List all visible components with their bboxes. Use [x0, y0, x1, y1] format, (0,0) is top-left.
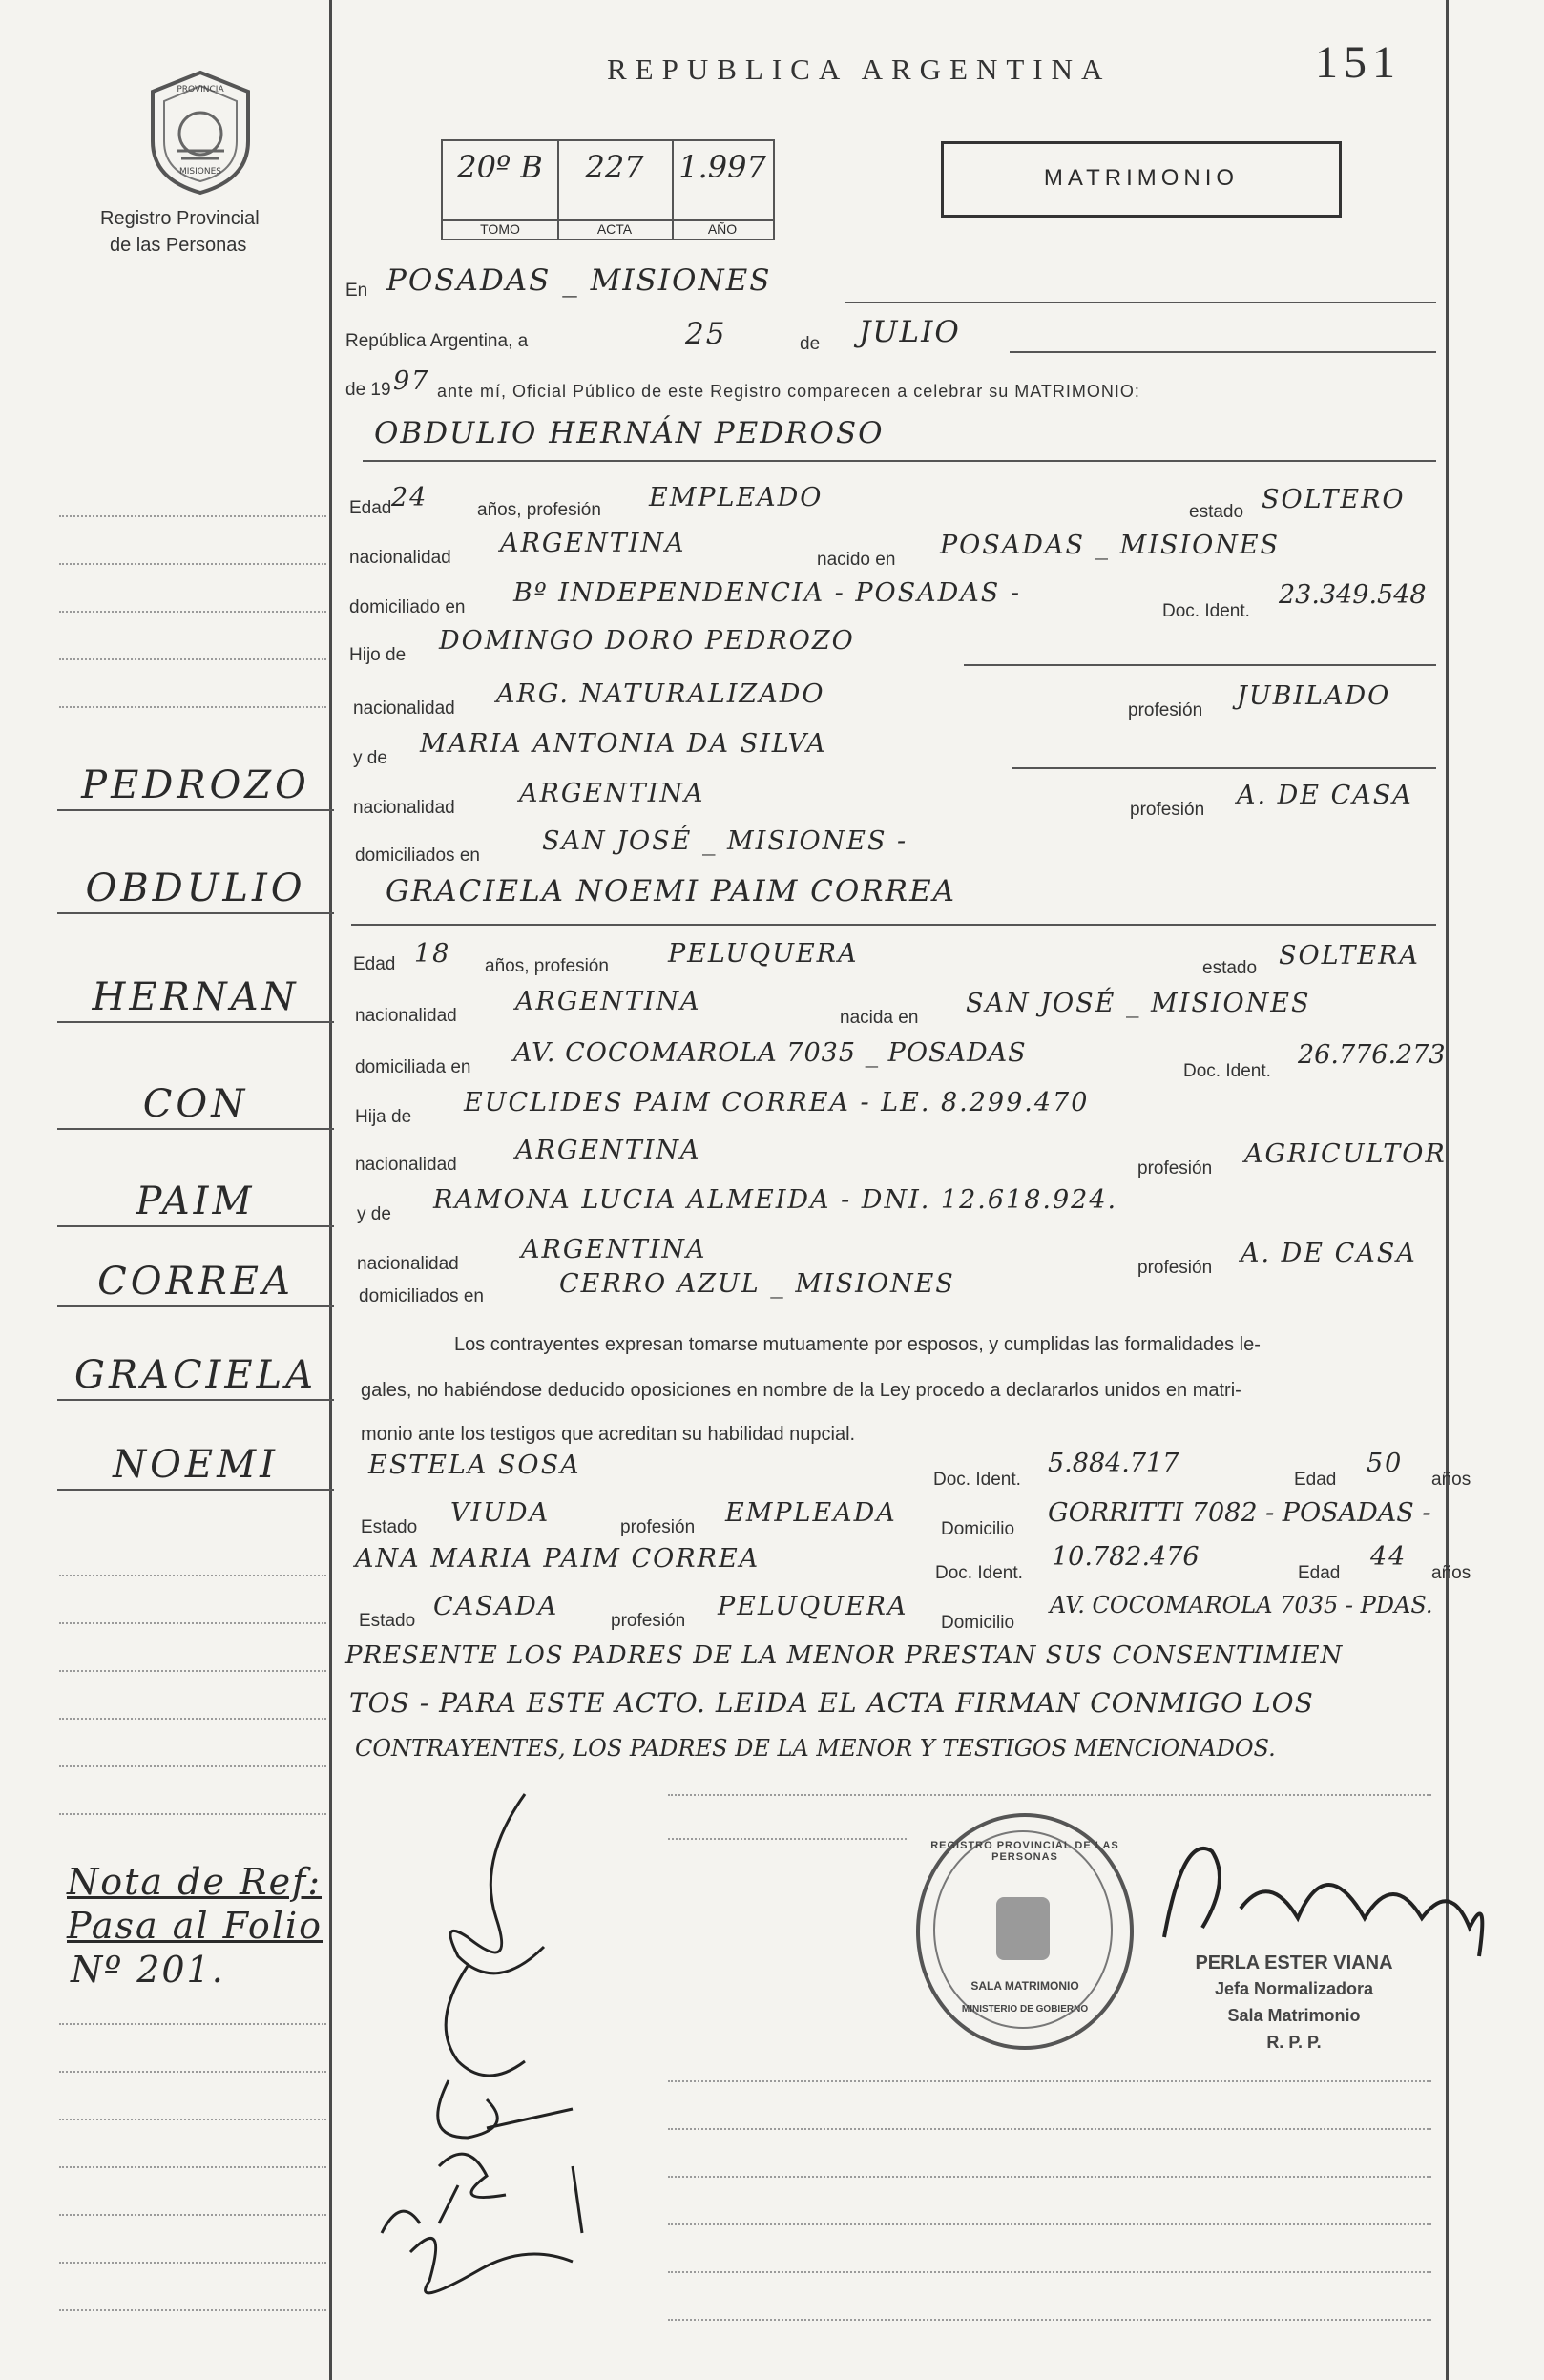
officer-title: Jefa Normalizadora	[1214, 1979, 1374, 1998]
groom-father-profession: JUBILADO	[1237, 681, 1391, 711]
groom-mother-underline	[1012, 767, 1436, 769]
margin-ref-line1: Nota de Ref:	[67, 1861, 322, 1903]
margin-dotted-line	[59, 2214, 326, 2216]
bride-birthplace: SAN JOSÉ _ MISIONES	[966, 989, 1311, 1018]
bride-profesion-label: años, profesión	[485, 956, 609, 976]
ano-caption: AÑO	[672, 219, 773, 237]
bride-parents-dom-label: domiciliados en	[359, 1286, 484, 1306]
bride-yde-label: y de	[357, 1204, 391, 1224]
month-underline	[1010, 351, 1436, 353]
witness1-doc: 5.884.717	[1048, 1449, 1179, 1478]
witness2-age: 44	[1370, 1542, 1408, 1572]
body-dotted-line	[668, 2319, 1431, 2321]
body-dotted-line	[668, 1838, 907, 1840]
witness1-profesion-label: profesión	[620, 1517, 696, 1537]
groom-domicile: Bº INDEPENDENCIA - POSADAS -	[513, 578, 1022, 608]
witness2-edad-label: Edad	[1298, 1563, 1341, 1583]
margin-ref-line3: Nº 201.	[71, 1949, 225, 1991]
groom-name: OBDULIO HERNÁN PEDROSO	[374, 416, 885, 450]
party-signatures	[353, 1775, 658, 2309]
country-title: REPUBLICA ARGENTINA	[607, 52, 1112, 86]
margin-dotted-line	[59, 515, 326, 517]
groom-nationality: ARGENTINA	[500, 529, 686, 558]
witness2-doc: 10.782.476	[1052, 1542, 1200, 1572]
body-dotted-line	[668, 1794, 1431, 1796]
groom-nacido-label: nacido en	[817, 550, 896, 570]
body-dotted-line	[668, 2176, 1431, 2178]
margin-dotted-line	[59, 1813, 326, 1815]
body-dotted-line	[668, 2271, 1431, 2273]
groom-doc-label: Doc. Ident.	[1162, 601, 1250, 621]
seal-center-text: SALA MATRIMONIO	[970, 1979, 1079, 1993]
en-label: En	[345, 281, 368, 301]
note-line1: PRESENTE LOS PADRES DE LA MENOR PRESTAN SUS CONSENTIMIEN	[345, 1641, 1344, 1670]
bride-father-nationality: ARGENTINA	[515, 1136, 701, 1165]
bride-mother-nationality: ARGENTINA	[521, 1235, 707, 1264]
margin-dotted-line	[59, 2119, 326, 2120]
margin-dotted-line	[59, 1575, 326, 1576]
groom-mother-prof-label: profesión	[1130, 800, 1205, 820]
witness2-estado-label: Estado	[359, 1611, 416, 1631]
bride-profession: PELUQUERA	[668, 939, 859, 969]
groom-doc: 23.349.548	[1279, 580, 1427, 610]
bride-age: 18	[414, 939, 451, 969]
bride-hija-label: Hija de	[355, 1107, 412, 1127]
emblem-bottom-text: MISIONES	[178, 167, 222, 177]
witness2-estado: CASADA	[433, 1592, 559, 1621]
witness1-anos-label: años	[1431, 1470, 1471, 1490]
groom-father-nationality: ARG. NATURALIZADO	[496, 679, 825, 709]
page-number: 151	[1315, 37, 1401, 88]
groom-domicilio-label: domiciliado en	[349, 597, 466, 617]
bride-father: EUCLIDES PAIM CORREA - LE. 8.299.470	[464, 1088, 1090, 1117]
bride-mother: RAMONA LUCIA ALMEIDA - DNI. 12.618.924.	[433, 1185, 1118, 1215]
margin-dotted-line	[59, 611, 326, 613]
bride-estado: SOLTERA	[1279, 941, 1420, 971]
month-value: JULIO	[859, 315, 961, 349]
body-dotted-line	[668, 2080, 1431, 2082]
witness2-domicile: AV. COCOMAROLA 7035 - PDAS.	[1050, 1592, 1433, 1618]
witness1-age: 50	[1367, 1449, 1404, 1478]
officer-signature	[1145, 1794, 1508, 1966]
book-reference-box	[441, 139, 775, 240]
note-line2: TOS - PARA ESTE ACTO. LEIDA EL ACTA FIRMAN CONMIGO LOS	[349, 1687, 1314, 1719]
bride-doc-label: Doc. Ident.	[1183, 1061, 1271, 1081]
record-type-label: MATRIMONIO	[1043, 165, 1240, 191]
officer-name: PERLA ESTER VIANA	[1195, 1952, 1393, 1973]
margin-word-8: NOEMI	[57, 1443, 334, 1491]
de-label: de	[800, 334, 821, 354]
groom-mother: MARIA ANTONIA DA SILVA	[420, 729, 827, 759]
groom-father: DOMINGO DORO PEDROZO	[439, 626, 855, 656]
witness1-estado-label: Estado	[361, 1517, 418, 1537]
witness2-profession: PELUQUERA	[718, 1592, 908, 1621]
acta-value: 227	[585, 149, 644, 185]
bride-doc: 26.776.273	[1298, 1040, 1446, 1070]
groom-profession: EMPLEADO	[649, 483, 824, 512]
registry-name-line2: de las Personas	[110, 235, 247, 256]
seal-lower-text: MINISTERIO DE GOBIERNO	[961, 2004, 1089, 2015]
groom-edad-label: Edad	[349, 498, 392, 518]
groom-nacionalidad-label: nacionalidad	[349, 548, 451, 568]
witness1-domicile: GORRITTI 7082 - POSADAS -	[1048, 1498, 1431, 1528]
right-border	[1446, 0, 1449, 2380]
margin-dotted-line	[59, 2071, 326, 2073]
witness1-estado: VIUDA	[450, 1498, 551, 1528]
groom-mother-nationality: ARGENTINA	[519, 779, 705, 808]
bride-edad-label: Edad	[353, 954, 396, 974]
margin-ref-line2: Pasa al Folio	[67, 1905, 323, 1947]
bride-parents-domicile: CERRO AZUL _ MISIONES	[559, 1269, 955, 1299]
body-dotted-line	[668, 2128, 1431, 2130]
emblem-top-text: PROVINCIA	[177, 85, 224, 94]
margin-word-1: PEDROZO	[57, 763, 334, 811]
groom-birthplace: POSADAS _ MISIONES	[940, 531, 1281, 560]
registry-name-line1: Registro Provincial	[100, 208, 260, 229]
groom-hijo-label: Hijo de	[349, 645, 407, 665]
record-type-box	[941, 141, 1342, 218]
margin-dotted-line	[59, 658, 326, 660]
declaration-line2: gales, no habiéndose deducido oposiciones en nombre de la Ley procedo a declararlos unidos en matri-	[361, 1380, 1241, 1401]
witness2-profesion-label: profesión	[611, 1611, 686, 1631]
acta-caption: ACTA	[557, 219, 672, 237]
witness1-doc-label: Doc. Ident.	[933, 1470, 1021, 1490]
bride-mother-prof-label: profesión	[1137, 1258, 1213, 1278]
groom-father-nat-label: nacionalidad	[353, 699, 455, 719]
note-line3: CONTRAYENTES, LOS PADRES DE LA MENOR Y TESTIGOS MENCIONADOS.	[355, 1735, 1276, 1762]
ano-value: 1.997	[678, 149, 766, 185]
bride-name-underline	[351, 924, 1436, 926]
groom-estado: SOLTERO	[1262, 485, 1406, 514]
margin-word-3: HERNAN	[57, 975, 334, 1023]
margin-dotted-line	[59, 563, 326, 565]
witness2-name: ANA MARIA PAIM CORREA	[355, 1544, 761, 1574]
witness2-doc-label: Doc. Ident.	[935, 1563, 1023, 1583]
seal-portrait	[996, 1897, 1050, 1960]
groom-father-prof-label: profesión	[1128, 700, 1203, 720]
officer-office: R. P. P.	[1266, 2033, 1322, 2052]
bride-nationality: ARGENTINA	[515, 987, 701, 1016]
declaration-line1: Los contrayentes expresan tomarse mutuamente por esposos, y cumplidas las formalidades le-	[454, 1334, 1261, 1355]
groom-estado-label: estado	[1189, 502, 1244, 522]
margin-word-2: OBDULIO	[57, 866, 334, 914]
place-underline	[845, 302, 1436, 303]
declaration-line3: monio ante los testigos que acreditan su habilidad nupcial.	[361, 1424, 856, 1445]
year-suffix: 97	[393, 366, 430, 396]
ano-cell	[672, 141, 773, 239]
bride-name: GRACIELA NOEMI PAIM CORREA	[386, 874, 956, 908]
officer-room: Sala Matrimonio	[1227, 2006, 1361, 2025]
tomo-value: 20º B	[457, 149, 543, 185]
margin-dotted-line	[59, 2309, 326, 2311]
witness1-edad-label: Edad	[1294, 1470, 1337, 1490]
margin-dotted-line	[59, 2023, 326, 2025]
groom-mother-nat-label: nacionalidad	[353, 798, 455, 818]
margin-dotted-line	[59, 706, 326, 708]
day-value: 25	[685, 317, 727, 351]
witness1-name: ESTELA SOSA	[368, 1451, 581, 1480]
groom-profesion-label: años, profesión	[477, 500, 601, 520]
groom-name-underline	[363, 460, 1436, 462]
witness2-domicilio-label: Domicilio	[941, 1613, 1015, 1633]
margin-word-5: PAIM	[57, 1180, 334, 1227]
bride-father-nat-label: nacionalidad	[355, 1155, 457, 1175]
province-emblem-icon	[134, 65, 267, 198]
year-prefix: de 19	[345, 380, 391, 400]
witness1-profession: EMPLEADA	[725, 1498, 897, 1528]
seal-outer-text: REGISTRO PROVINCIAL DE LAS PERSONAS	[930, 1840, 1119, 1863]
witness1-domicilio-label: Domicilio	[941, 1519, 1015, 1539]
margin-word-6: CORREA	[57, 1260, 334, 1307]
intro-sentence: ante mí, Oficial Público de este Registro comparecen a celebrar su MATRIMONIO:	[437, 382, 1140, 401]
acta-cell	[557, 141, 674, 239]
bride-father-profession: AGRICULTOR	[1244, 1139, 1447, 1169]
bride-father-prof-label: profesión	[1137, 1159, 1213, 1179]
witness2-anos-label: años	[1431, 1563, 1471, 1583]
bride-domicile: AV. COCOMAROLA 7035 _ POSADAS	[513, 1038, 1027, 1068]
margin-dotted-line	[59, 1670, 326, 1672]
margin-word-4: CON	[57, 1082, 334, 1130]
margin-dotted-line	[59, 1622, 326, 1624]
groom-father-underline	[964, 664, 1436, 666]
margin-dotted-line	[59, 1765, 326, 1767]
margin-dotted-line	[59, 2262, 326, 2264]
bride-mother-profession: A. DE CASA	[1241, 1239, 1417, 1268]
bride-nacida-label: nacida en	[840, 1008, 919, 1028]
margin-dotted-line	[59, 2166, 326, 2168]
body-dotted-line	[668, 2223, 1431, 2225]
republica-label: República Argentina, a	[345, 331, 529, 351]
margin-word-7: GRACIELA	[57, 1353, 334, 1401]
tomo-cell	[443, 141, 559, 239]
groom-parents-domicile: SAN JOSÉ _ MISIONES -	[542, 826, 908, 856]
place-value: POSADAS _ MISIONES	[386, 263, 772, 298]
groom-mother-profession: A. DE CASA	[1237, 781, 1413, 810]
bride-domicilio-label: domiciliada en	[355, 1057, 471, 1077]
groom-parents-dom-label: domiciliados en	[355, 846, 480, 866]
groom-age: 24	[391, 483, 428, 512]
groom-yde-label: y de	[353, 748, 387, 768]
tomo-caption: TOMO	[443, 219, 557, 237]
margin-dotted-line	[59, 1718, 326, 1720]
bride-estado-label: estado	[1202, 958, 1258, 978]
registry-seal	[916, 1813, 1134, 2050]
bride-mother-nat-label: nacionalidad	[357, 1254, 459, 1274]
bride-nacionalidad-label: nacionalidad	[355, 1006, 457, 1026]
